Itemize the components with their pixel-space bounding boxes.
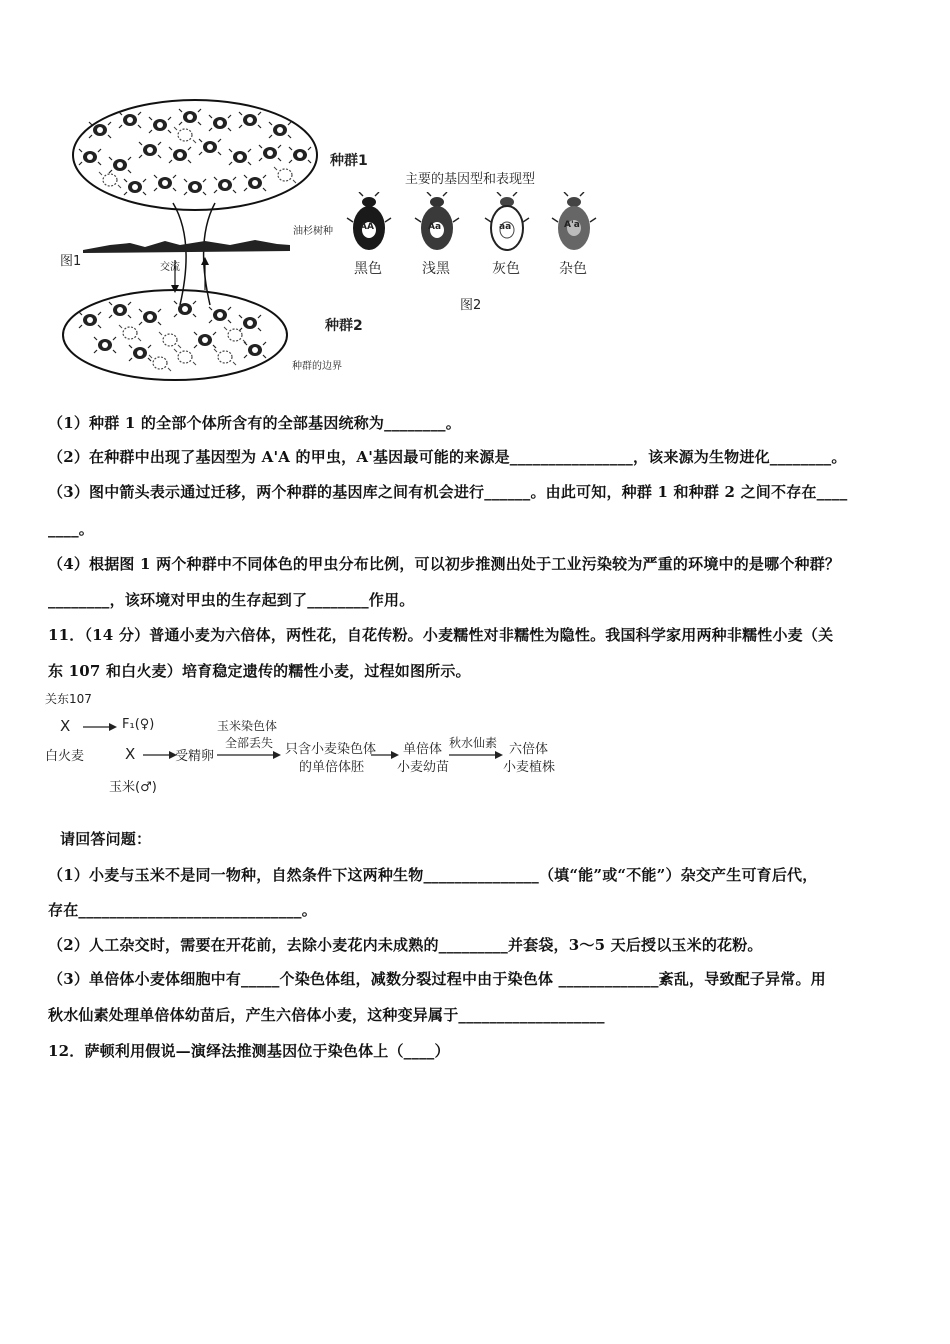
population-1-label: 种群1 [330,153,368,169]
q11-answer-5: 秋水仙素处理单倍体幼苗后，产生六倍体小麦，这种变异属于___________________ [48,1006,605,1024]
haploid-label-2: 小麦幼苗 [397,760,450,775]
beetle-aa-lightblack [413,192,461,277]
beetle-a-prime-a-mixed [550,192,598,277]
cross-2: X [125,745,136,763]
guandong-label: 关东107 [45,692,92,706]
beetle-row [345,192,605,282]
q10-line-4: ____。 [48,520,95,538]
q11-prompt: 请回答问题： [60,830,152,848]
beetle-aa-gray [483,192,531,277]
phenotype-label: 灰色 [492,261,520,277]
population-2-label: 种群2 [325,318,363,334]
colchicine-label: 秋水仙素 [449,736,498,750]
boundary-label: 种群的边界 [292,361,342,372]
breeding-diagram [45,690,565,800]
embryo-label-1: 只含小麦染色体 [285,742,377,757]
q10-line-2: （2）在种群中出现了基因型为 A'A 的甲虫，A'基因最可能的来源是________________，该来源为生物进化________。 [48,448,847,466]
q10-line-6: ________，该环境对甲虫的生存起到了________作用。 [48,591,415,609]
q11-answer-1: （1）小麦与玉米不是同一物种，自然条件下这两种生物_______________（填“能”或“不能”）杂交产生可育后代， [48,866,818,884]
population-2-ellipse [63,290,287,380]
phenotype-label: 浅黑 [422,261,450,277]
arrow-icon [83,722,119,732]
genotype-label: aa [499,222,512,232]
embryo-label-2: 的单倍体胚 [299,760,365,775]
q11-answer-2: 存在_____________________________。 [48,901,317,919]
baihuomai-label: 白火麦 [45,749,85,764]
beetle-aa-black [345,192,393,277]
corn-label: 玉米(♂) [109,780,157,795]
hexaploid-label-1: 六倍体 [509,742,549,757]
arrow-icon [217,750,283,760]
population-1-beetles [79,109,311,195]
figure-2-title: 主要的基因型和表现型 [405,172,536,187]
exchange-label: 交流 [160,262,180,273]
arrow-icon [449,750,505,760]
q12-line-1: 12．萨顿利用假说—演绎法推测基因位于染色体上（____） [48,1042,450,1060]
hexaploid-label-2: 小麦植株 [503,760,556,775]
genotype-label: Aa [428,222,442,232]
q11-line-2: 东 107 和白火麦）培育稳定遗传的糯性小麦，过程如图所示。 [48,662,471,680]
phenotype-label: 黑色 [354,261,382,277]
cross-1: X [60,717,71,735]
f1-label: F₁(♀) [122,717,155,732]
figure-1 [55,95,345,385]
industrial-label: 油杉树种 [293,226,333,237]
genotype-label: AA [360,222,374,232]
q10-line-5: （4）根据图 1 两个种群中不同体色的甲虫分布比例，可以初步推测出处于工业污染较为严重的环境中的是哪个种群？ [48,555,841,573]
arrow-icon [143,750,179,760]
q10-line-3: （3）图中箭头表示通过迁移，两个种群的基因库之间有机会进行______。由此可知，种群 1 和种群 2 之间不存在____ [48,483,848,501]
step1-label-2: 全部丢失 [225,736,274,750]
q11-line-1: 11．（14 分）普通小麦为六倍体，两性花，自花传粉。小麦糯性对非糯性为隐性。我国科学家用两种非糯性小麦（关 [48,626,834,644]
haploid-label-1: 单倍体 [403,742,443,757]
figure-1-label: 图1 [60,254,82,269]
step1-label-1: 玉米染色体 [217,719,278,733]
figure-2-label: 图2 [460,298,482,313]
population-2-beetles [79,301,266,371]
phenotype-label: 杂色 [559,261,587,277]
q11-answer-4: （3）单倍体小麦体细胞中有_____个染色体组，减数分裂过程中由于染色体 _____________紊乱，导致配子异常。用 [48,970,826,988]
q11-answer-3: （2）人工杂交时，需要在开花前，去除小麦花内未成熟的_________并套袋，3～5 天后授以玉米的花粉。 [48,936,763,954]
fertilized-egg-label: 受精卵 [175,749,215,764]
genotype-label: A'a [564,220,580,230]
q10-line-1: （1）种群 1 的全部个体所含有的全部基因统称为________。 [48,414,461,432]
